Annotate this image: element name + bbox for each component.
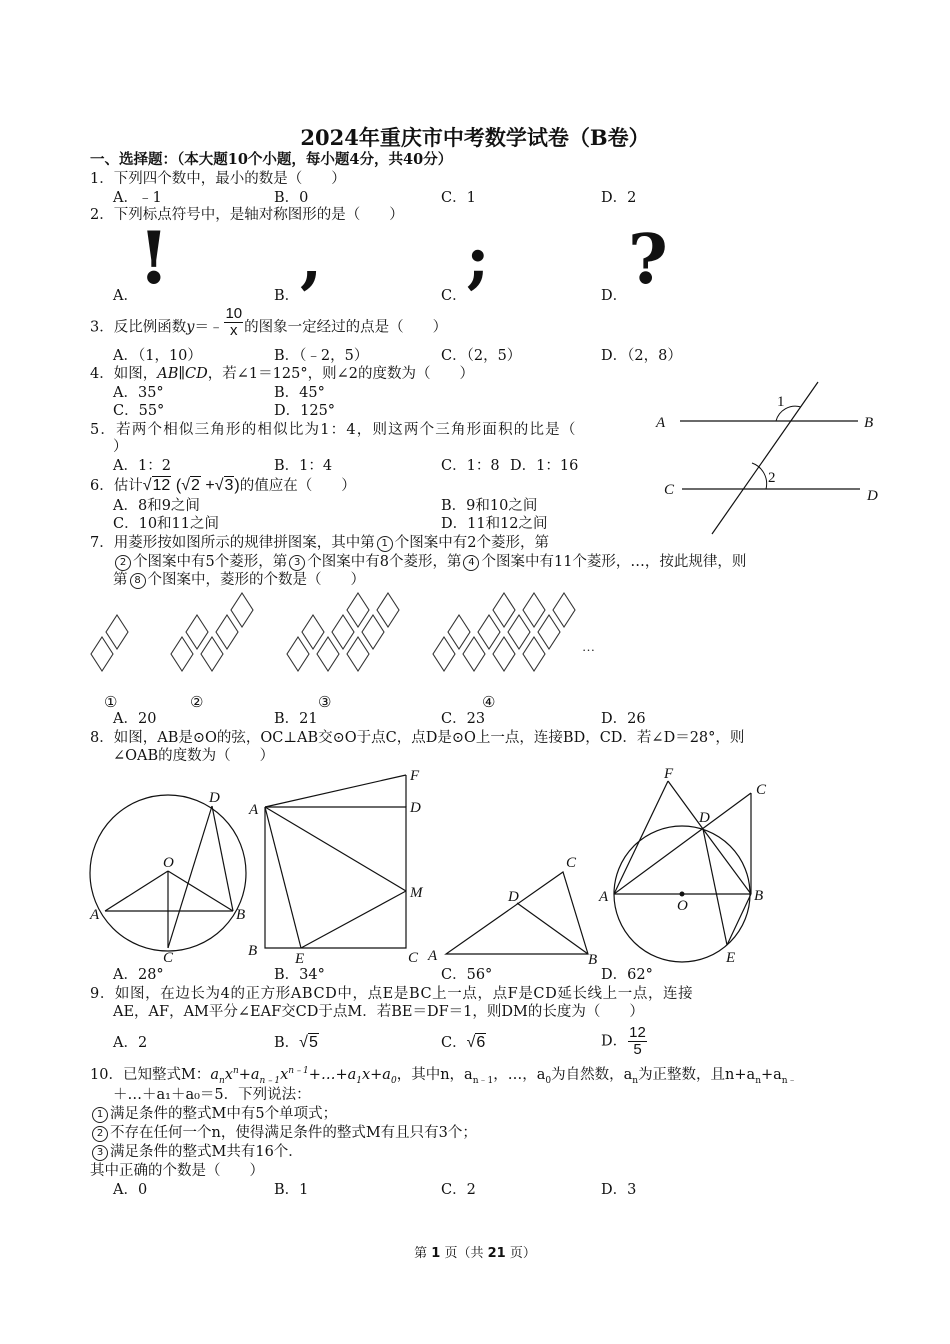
q8-fig1-label-a: A xyxy=(90,907,100,923)
q9-fraction xyxy=(628,1025,647,1058)
q9-option-c-label: C． xyxy=(441,1035,467,1051)
q9-option-a[interactable]: A．2 xyxy=(113,1035,148,1051)
q10-line1: 10．已知整式M：$a_nx^n+a_{n﹣1}x^{n﹣1}+\dots+a_1x+a_0$，其中n，$a_{n﹣1}$，…，$a_0$为自然数，$a_n$为正整数，且$n+a_n+a_{n﹣}$ xyxy=(90,1066,797,1086)
section-heading: 一、选择题：（本大题10个小题，每小题4分，共40分） xyxy=(90,151,453,168)
q8-fig2-label-e: E xyxy=(295,951,305,967)
q3-option-c[interactable]: C．（2，5） xyxy=(441,348,522,364)
q8-option-b[interactable]: B．34° xyxy=(274,967,325,983)
q3-option-a[interactable]: A．（1，10） xyxy=(113,348,202,364)
q3-fraction-num: 10 xyxy=(225,305,243,322)
q3-stem xyxy=(90,305,448,339)
q8-fig4-label-f: F xyxy=(664,766,674,782)
q10-statement-2 xyxy=(90,1124,477,1142)
q2-option-a[interactable]: A． xyxy=(113,288,138,304)
q1-option-d[interactable]: D．2 xyxy=(601,190,637,206)
q8-fig2-label-a: A xyxy=(249,802,259,818)
q7-text: 个图案中有2个菱形，第 xyxy=(394,535,549,551)
q10-statement-1 xyxy=(90,1105,337,1123)
page-footer xyxy=(0,1245,950,1263)
q9-fraction-num: 12 xyxy=(629,1024,646,1041)
q10-text: 为自然数，a xyxy=(551,1067,633,1083)
q8-fig4-label-c: C xyxy=(756,782,767,798)
footer-text: 第 xyxy=(414,1246,428,1261)
q7-rhombus-pattern-figure xyxy=(80,585,620,725)
q8-fig4-label-a: A xyxy=(599,889,609,905)
q9-line1: 9．如图，在边长为4的正方形ABCD中，点E是BC上一点，点F是CD延长线上一点，连接 xyxy=(90,986,694,1002)
q3-eq: ＝﹣ xyxy=(194,319,224,336)
q10-text: ，…，a xyxy=(493,1067,546,1083)
q8-fig2-label-d: D xyxy=(410,800,421,816)
q10-option-c[interactable]: C．2 xyxy=(441,1182,476,1198)
q1-option-b[interactable]: B．0 xyxy=(274,190,309,206)
q8-fig3-label-d: D xyxy=(508,889,519,905)
q4-option-d[interactable]: D．125° xyxy=(274,403,336,419)
q1-option-c[interactable]: C．1 xyxy=(441,190,476,206)
q10-statement-3 xyxy=(90,1143,303,1161)
q8-fig4-label-o: O xyxy=(677,898,688,914)
q4-label-angle2: 2 xyxy=(768,470,776,486)
circled-3-icon: 3 xyxy=(289,555,305,571)
q7-label-2: ② xyxy=(190,695,204,711)
q5-option-a[interactable]: A．1：2 xyxy=(113,458,171,474)
q7-text: 个图案中有11个菱形，…，按此规律，则 xyxy=(481,554,747,570)
circled-1-icon: 1 xyxy=(92,1107,108,1123)
q2-option-b[interactable]: B． xyxy=(274,288,300,304)
q6-option-a[interactable]: A．8和9之间 xyxy=(113,498,200,514)
q8-line1: 8．如图，AB是⊙O的弦，OC⊥AB交⊙O于点C，点D是⊙O上一点，连接BD，CD．若∠D＝28°，则 xyxy=(90,730,745,746)
q8-fig2-label-f: F xyxy=(410,768,420,784)
footer-text: 页） xyxy=(509,1246,536,1261)
circled-2-icon: 2 xyxy=(92,1126,108,1142)
q7-line2 xyxy=(113,553,746,571)
q9-option-c[interactable] xyxy=(441,1034,486,1052)
q7-option-d[interactable]: D．26 xyxy=(601,711,646,727)
q7-text: 个图案中有5个菱形，第 xyxy=(133,554,288,570)
question-mark-icon: ? xyxy=(628,220,668,300)
q4-stem-post: ，若∠1＝125°，则∠2的度数为（ ） xyxy=(207,366,474,382)
q8-fig4-label-d: D xyxy=(699,810,710,826)
q9-radicand-5: 5 xyxy=(308,1034,318,1051)
q8-fig4-label-b: B xyxy=(754,888,764,904)
q4-option-b[interactable]: B．45° xyxy=(274,385,325,401)
q7-text: 7．用菱形按如图所示的规律拼图案，其中第 xyxy=(90,535,375,551)
q10-text: 满足条件的整式M共有16个． xyxy=(110,1144,303,1160)
q10-option-b[interactable]: B．1 xyxy=(274,1182,309,1198)
q4-parallel-lines-figure xyxy=(640,370,890,540)
q7-text: 第 xyxy=(113,572,128,588)
q9-line2: AE，AF，AM平分∠EAF交CD于点M．若BE＝DF＝1，则DM的长度为（ ） xyxy=(113,1004,644,1020)
q7-label-4: ④ xyxy=(482,695,496,711)
q1-stem: 1．下列四个数中，最小的数是（ ） xyxy=(90,171,346,187)
q9-fraction-den: 5 xyxy=(633,1041,642,1058)
q4-label-a: A xyxy=(656,415,666,431)
q10-text: 10．已知整式M： xyxy=(90,1067,211,1083)
total-pages: 21 xyxy=(487,1246,506,1261)
q6-stem-post: 的值应在（ ） xyxy=(239,478,356,494)
q7-label-1: ① xyxy=(104,695,118,711)
q7-ellipsis: … xyxy=(582,639,595,654)
q6-option-c[interactable]: C．10和11之间 xyxy=(113,516,219,532)
q3-fraction xyxy=(224,306,243,339)
q5-stem-cont: ） xyxy=(113,439,128,455)
q7-text: 个图案中有8个菱形，第 xyxy=(307,554,462,570)
q8-fig1-label-b: B xyxy=(236,907,246,923)
q1-option-a[interactable]: A．﹣1 xyxy=(113,190,162,206)
circled-4-icon: 4 xyxy=(463,555,479,571)
circled-8-icon: 8 xyxy=(130,573,146,589)
q8-option-d[interactable]: D．62° xyxy=(601,967,653,983)
q6-option-b[interactable]: B．9和10之间 xyxy=(441,498,538,514)
q3-option-d[interactable]: D．（2，8） xyxy=(601,348,682,364)
semicolon-icon: ; xyxy=(466,222,490,297)
q4-option-a[interactable]: A．35° xyxy=(113,385,164,401)
page-number: 1 xyxy=(431,1246,441,1261)
q4-label-c: C xyxy=(664,482,675,498)
q2-stem: 2．下列标点符号中，是轴对称图形的是（ ） xyxy=(90,207,404,223)
q9-sqrt-5: √5 xyxy=(299,1034,318,1051)
q3-option-b[interactable]: B．（﹣2，5） xyxy=(274,348,369,364)
q7-text: 个图案中，菱形的个数是（ ） xyxy=(147,572,365,588)
q8-fig1-label-d: D xyxy=(209,790,220,806)
q10-option-d[interactable]: D．3 xyxy=(601,1182,637,1198)
q9-option-b[interactable] xyxy=(274,1034,319,1052)
q9-sqrt-6: √6 xyxy=(466,1034,486,1051)
q6-radicand-2: 2 xyxy=(191,477,200,494)
q3-var: y xyxy=(186,319,195,336)
circled-2-icon: 2 xyxy=(115,555,131,571)
q10-line2: ＋…＋a₁＋a₀＝5．下列说法： xyxy=(113,1087,311,1103)
q7-line1 xyxy=(90,534,549,552)
q6-paren-expr: (√2 +√3) xyxy=(175,477,240,494)
q5-option-b[interactable]: B．1：4 xyxy=(274,458,333,474)
q7-option-c[interactable]: C．23 xyxy=(441,711,486,727)
q8-fig4-label-e: E xyxy=(726,950,736,966)
q8-q9-geometry-figures xyxy=(80,760,800,975)
q2-option-d[interactable]: D． xyxy=(601,288,628,304)
comma-icon: , xyxy=(300,222,323,297)
circled-3-icon: 3 xyxy=(92,1145,108,1161)
q7-option-b[interactable]: B．21 xyxy=(274,711,318,727)
q8-fig3-label-b: B xyxy=(588,952,598,968)
q4-stem-pre: 4．如图， xyxy=(90,366,158,382)
q10-text: ，其中n，a xyxy=(396,1067,473,1083)
q5-stem: 5．若两个相似三角形的相似比为1：4，则这两个三角形面积的比是（ xyxy=(90,422,577,438)
q8-option-a[interactable]: A．28° xyxy=(113,967,164,983)
q8-option-c[interactable]: C．56° xyxy=(441,967,493,983)
q8-fig2-label-m: M xyxy=(410,885,423,901)
q10-polynomial: $a_nx^n+a_{n﹣1}x^{n﹣1}+\dots+a_1x+a_0$ xyxy=(210,1066,397,1086)
q8-fig3-label-a: A xyxy=(428,948,438,964)
q4-option-c[interactable]: C．55° xyxy=(113,403,165,419)
q6-option-d[interactable]: D．11和12之间 xyxy=(441,516,548,532)
q6-radicand-12: 12 xyxy=(152,477,171,494)
q10-option-a[interactable]: A．0 xyxy=(113,1182,148,1198)
q8-fig2-label-c: C xyxy=(408,950,419,966)
q8-line2: ∠OAB的度数为（ ） xyxy=(113,748,275,764)
q8-fig1-label-c: C xyxy=(163,950,174,966)
q9-option-d-label: D． xyxy=(601,1033,628,1050)
q2-option-c[interactable]: C． xyxy=(441,288,467,304)
q4-label-d: D xyxy=(867,488,878,504)
q9-option-b-label: B． xyxy=(274,1035,300,1051)
q9-option-d[interactable] xyxy=(601,1025,648,1058)
q8-fig2-label-b: B xyxy=(248,943,258,959)
footer-text: 页（共 xyxy=(444,1246,484,1261)
q3-stem-post: 的图象一定经过的点是（ ） xyxy=(244,319,448,336)
q8-fig1-label-o: O xyxy=(163,855,174,871)
circled-1-icon: 1 xyxy=(377,536,393,552)
q4-label-angle1: 1 xyxy=(777,394,785,410)
q10-ask: 其中正确的个数是（ ） xyxy=(90,1163,264,1179)
q4-label-b: B xyxy=(864,415,874,431)
q4-stem xyxy=(90,365,474,383)
q6-sqrt-12: √12 xyxy=(142,477,171,494)
q9-radicand-6: 6 xyxy=(476,1034,486,1051)
q8-fig3-label-c: C xyxy=(566,855,577,871)
page-title: 2024年重庆市中考数学试卷（B卷） xyxy=(300,125,650,150)
q10-text: 为正整数，且n+a xyxy=(638,1067,756,1083)
q6-stem-pre: 6．估计 xyxy=(90,478,143,494)
q3-stem-pre: 3．反比例函数 xyxy=(90,319,187,336)
q4-condition: AB∥CD xyxy=(157,366,208,382)
q6-stem xyxy=(90,477,356,495)
q6-radicand-3: 3 xyxy=(224,477,234,494)
exclamation-mark-icon: ! xyxy=(138,215,170,300)
q10-text: 满足条件的整式M中有5个单项式； xyxy=(110,1106,338,1122)
q7-label-3: ③ xyxy=(318,695,332,711)
q3-fraction-den: x xyxy=(230,322,238,339)
q5-option-d[interactable]: D．1：16 xyxy=(510,458,579,474)
q7-option-a[interactable]: A．20 xyxy=(113,711,157,727)
q5-option-c[interactable]: C．1：8 xyxy=(441,458,500,474)
q10-text: 不存在任何一个n，使得满足条件的整式M有且只有3个； xyxy=(110,1125,477,1141)
